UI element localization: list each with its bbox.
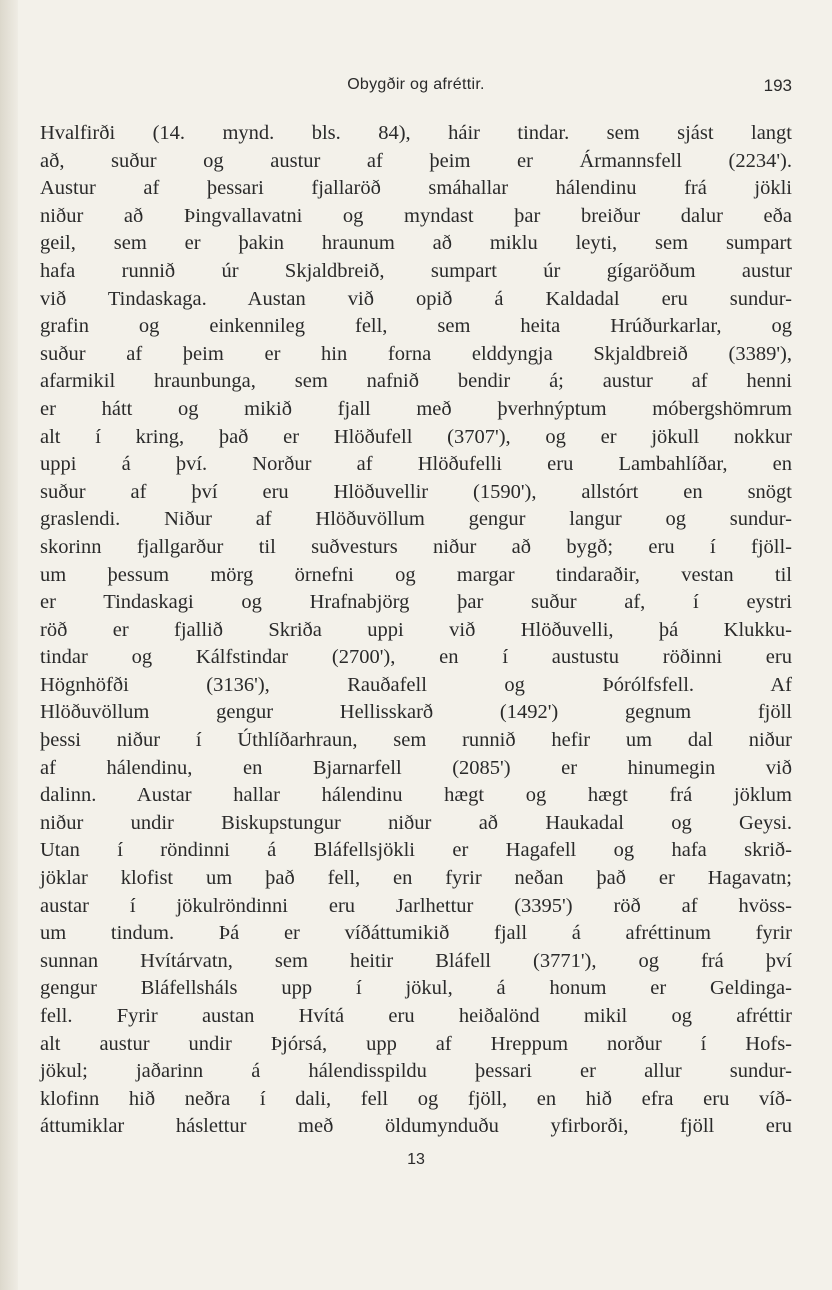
text-line: hafa runnið úr Skjaldbreið, sumpart úr gígaröðum austur — [40, 259, 792, 282]
text-line: að, suður og austur af þeim er Ármannsfell (2234'). — [40, 149, 792, 172]
text-line: röð er fjallið Skriða uppi við Hlöðuvelli, þá Klukku- — [40, 618, 792, 641]
text-line: sunnan Hvítárvatn, sem heitir Bláfell (3771'), og frá því — [40, 949, 792, 972]
text-line: af hálendinu, en Bjarnarfell (2085') er hinumegin við — [40, 756, 792, 779]
text-line: er hátt og mikið fjall með þverhnýptum móbergshömrum — [40, 397, 792, 420]
text-line: jöklar klofist um það fell, en fyrir neðan það er Hagavatn; — [40, 867, 792, 890]
text-line: við Tindaskaga. Austan við opið á Kaldadal eru sundur- — [40, 287, 792, 310]
text-line: geil, sem er þakin hraunum að miklu leyti, sem sumpart — [40, 232, 792, 255]
running-title: Obygðir og afréttir. — [347, 76, 485, 93]
text-line: niður undir Biskupstungur niður að Haukadal og Geysi. — [40, 811, 792, 834]
text-line: grafin og einkennileg fell, sem heita Hrúðurkarlar, og — [40, 315, 792, 338]
text-line: tindar og Kálfstindar (2700'), en í austustu röðinni eru — [40, 646, 792, 669]
text-line: skorinn fjallgarður til suðvesturs niður að bygð; eru í fjöll- — [40, 535, 792, 558]
page-binding-edge — [0, 0, 18, 1290]
text-line: niður að Þingvallavatni og myndast þar breiður dalur eða — [40, 204, 792, 227]
text-line: þessi niður í Úthlíðarhraun, sem runnið hefir um dal niður — [40, 729, 792, 752]
text-line: Austur af þessari fjallaröð smáhallar hálendinu frá jökli — [40, 177, 792, 200]
text-line: alt í kring, það er Hlöðufell (3707'), og er jökull nokkur — [40, 425, 792, 448]
text-line: áttumiklar háslettur með öldumynduðu yfirborði, fjöll eru — [40, 1115, 792, 1138]
text-line: uppi á því. Norður af Hlöðufelli eru Lambahlíðar, en — [40, 453, 792, 476]
text-line: graslendi. Niður af Hlöðuvöllum gengur langur og sundur- — [40, 508, 792, 531]
text-line: Hvalfirði (14. mynd. bls. 84), háir tindar. sem sjást langt — [40, 122, 792, 144]
printer-signature: 13 — [407, 1151, 425, 1168]
text-line: afarmikil hraunbunga, sem nafnið bendir á; austur af henni — [40, 370, 792, 393]
text-line: austar í jökulröndinni eru Jarlhettur (3395') röð af hvöss- — [40, 894, 792, 917]
text-line: alt austur undir Þjórsá, upp af Hreppum norður í Hofs- — [40, 1032, 792, 1055]
text-line: jökul; jaðarinn á hálendisspildu þessari er allur sundur- — [40, 1060, 792, 1083]
page-number: 193 — [763, 76, 792, 95]
text-line: um þessum mörg örnefni og margar tindaraðir, vestan til — [40, 563, 792, 586]
text-line: suður af þeim er hin forna elddyngja Skjaldbreið (3389'), — [40, 342, 792, 365]
page-header — [40, 76, 792, 100]
text-line: suður af því eru Hlöðuvellir (1590'), allstórt en snögt — [40, 480, 792, 503]
body-text — [40, 120, 792, 1141]
text-line: um tindum. Þá er víðáttumikið fjall á afréttinum fyrir — [40, 922, 792, 945]
text-line: fell. Fyrir austan Hvítá eru heiðalönd mikil og afréttir — [40, 1005, 792, 1027]
text-line: Hlöðuvöllum gengur Hellisskarð (1492') gegnum fjöll — [40, 701, 792, 724]
text-line: Högnhöfði (3136'), Rauðafell og Þórólfsfell. Af — [40, 673, 792, 696]
text-line: gengur Bláfellsháls upp í jökul, á honum er Geldinga- — [40, 977, 792, 1000]
text-line: Utan í röndinni á Bláfellsjökli er Hagafell og hafa skrið- — [40, 839, 792, 862]
text-line: dalinn. Austar hallar hálendinu hægt og hægt frá jöklum — [40, 784, 792, 807]
text-line: er Tindaskagi og Hrafnabjörg þar suður af, í eystri — [40, 591, 792, 614]
text-line: klofinn hið neðra í dali, fell og fjöll, en hið efra eru víð- — [40, 1087, 792, 1110]
